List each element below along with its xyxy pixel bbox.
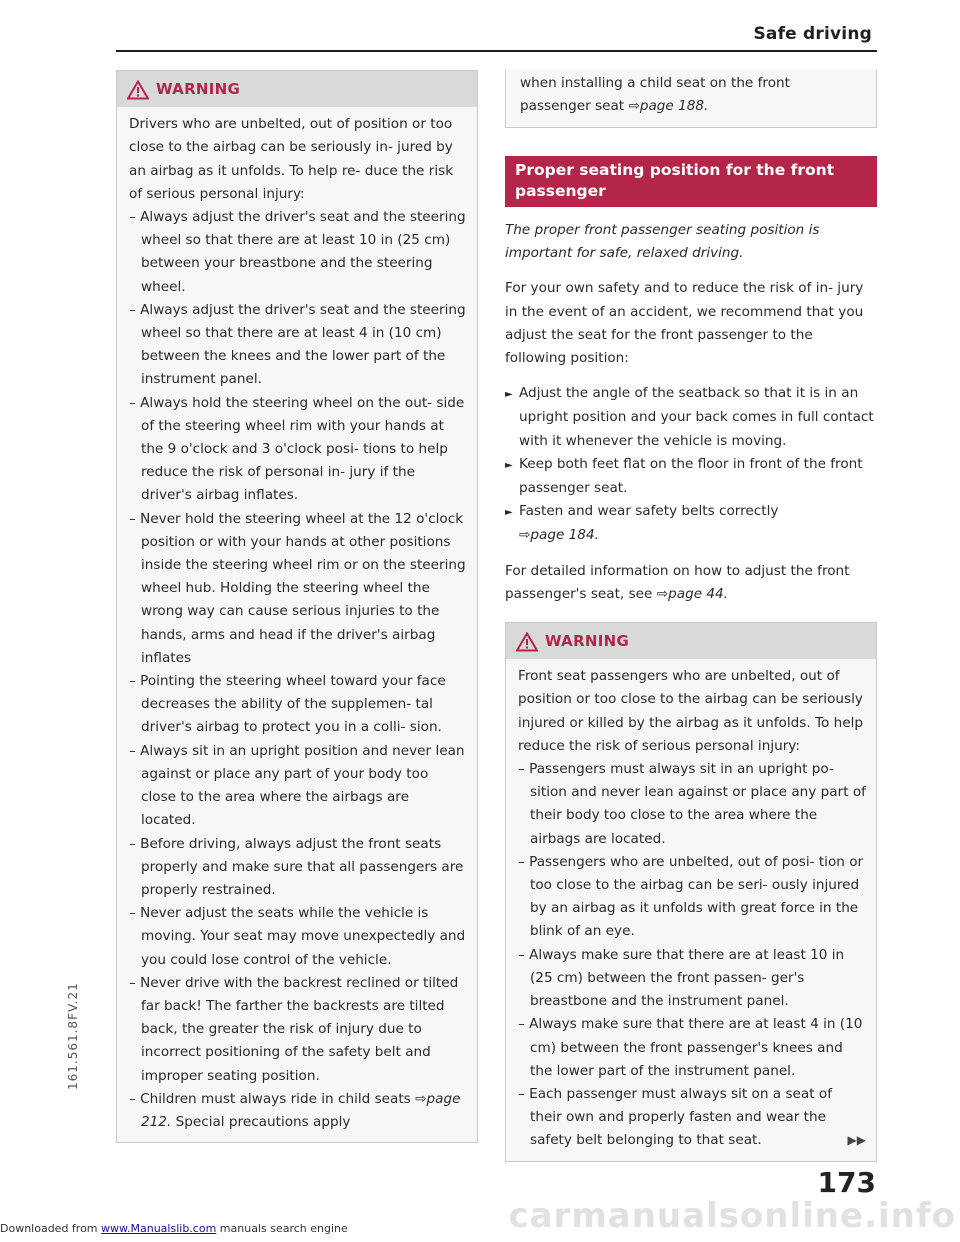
- warning-title: WARNING: [156, 80, 241, 98]
- warning-item: – Always sit in an upright position and never lean against or place any part of your body too close to the area where the airbags are located.: [129, 742, 465, 829]
- warning-intro: Front seat passengers who are unbelted, out of position or too close to the airbag can be seriously injured or killed by the airbag as it unfolds. To help reduce the risk of serious personal injury:: [518, 668, 863, 754]
- document-code: 161.561.8FV.21: [66, 982, 80, 1090]
- continue-arrow-icon: ▶▶: [847, 1133, 866, 1148]
- warning-item: – Passengers who are unbelted, out of posi- tion or too close to the airbag can be seri- ously injured by an airbag as it unfolds with great force in the blink of an eye.: [518, 853, 864, 940]
- warning-triangle-icon: [516, 632, 538, 652]
- step-item: ► Adjust the angle of the seatback so that it is in an upright position and your back comes in full contact with it whenever the vehicle is moving.: [505, 385, 874, 449]
- warning-body: [506, 659, 876, 1160]
- warning-item: – Never hold the steering wheel at the 12 o'clock position or with your hands at other positions inside the steering wheel rim or on the steering wheel hub. Holding the steering wheel the wrong way can cause serious injuries to the hands, arms and head if the driver's airbag inflates: [129, 510, 466, 666]
- step-arrow-icon: ►: [505, 389, 513, 401]
- page-ref-link[interactable]: ⇨page 188.: [628, 98, 709, 115]
- children-text-suffix: Special precautions apply: [175, 1113, 351, 1130]
- warning-item: – Always adjust the driver's seat and the steering wheel so that there are at least 4 in (10 cm) between the knees and the lower part of the instrument panel.: [129, 301, 466, 388]
- children-text: – Children must always ride in child seats: [129, 1090, 411, 1107]
- warning-item: – Before driving, always adjust the front seats properly and make sure that all passengers are properly restrained.: [129, 835, 464, 898]
- left-column: [116, 70, 478, 1143]
- warning-triangle-icon: [127, 80, 149, 100]
- warning-header: [506, 623, 876, 659]
- warning-item-children: [129, 1088, 467, 1134]
- footer-suffix: manuals search engine: [219, 1222, 348, 1235]
- footer: [0, 1222, 348, 1235]
- passenger-warning-box: [505, 622, 877, 1161]
- manualslib-link[interactable]: www.Manualslib.com: [101, 1222, 217, 1235]
- step-arrow-icon: ►: [505, 507, 513, 519]
- warning-item: – Always make sure that there are at least 10 in (25 cm) between the front passen- ger's breastbone and the instrument panel.: [518, 946, 845, 1010]
- page-ref-link[interactable]: ⇨page 184.: [519, 527, 599, 544]
- warning-intro: Drivers who are unbelted, out of position or too close to the airbag can be seriously in- jured by an airbag as it unfolds. To help re- duce the risk of serious personal injury:: [129, 116, 454, 202]
- detail-paragraph: For detailed information on how to adjust the front passenger's seat, see ⇨page 44.: [505, 562, 850, 602]
- section-heading: Proper seating position for the front passenger: [505, 156, 877, 207]
- footer-prefix: Downloaded from: [0, 1222, 98, 1235]
- page-ref-link[interactable]: ⇨page 44.: [656, 585, 728, 602]
- driver-warning-box: [116, 70, 478, 1143]
- section-intro: The proper front passenger seating position is important for safe, relaxed driving.: [505, 222, 820, 262]
- step-arrow-icon: ►: [505, 459, 513, 471]
- right-column: [505, 70, 877, 1162]
- warning-title: WARNING: [545, 632, 630, 651]
- watermark: carmanualsonline.info: [508, 1196, 956, 1236]
- step-item: ► Fasten and wear safety belts correctly ⇨page 184.: [505, 503, 779, 544]
- header-divider: [116, 50, 877, 52]
- continuation-text: when installing a child seat on the front passenger seat: [520, 75, 790, 115]
- step-item: ► Keep both feet flat on the floor in front of the front passenger seat.: [505, 455, 863, 497]
- warning-item: – Never drive with the backrest reclined or tilted far back! The farther the backrests are tilted back, the greater the risk of injury due to incorrect positioning of the safety belt and improper seating position.: [129, 974, 459, 1084]
- warning-item: – Always hold the steering wheel on the out- side of the steering wheel rim with your hands at the 9 o'clock and 3 o'clock posi- tions to help reduce the risk of personal in- jury if the driver's airbag inflates.: [129, 394, 465, 504]
- warning-body: [117, 107, 477, 1142]
- warning-item: – Passengers must always sit in an upright po- sition and never lean against or place any part of their body too close to the area where the airbags are located.: [518, 761, 866, 847]
- warning-item: – Always adjust the driver's seat and the steering wheel so that there are at least 10 in (25 cm) between your breastbone and the steering wheel.: [129, 209, 466, 295]
- section-header-title: Safe driving: [753, 24, 872, 44]
- warning-continuation: [505, 70, 877, 128]
- warning-item: – Each passenger must always sit on a seat of their own and properly fasten and wear the safety belt belonging to that seat. ▶▶: [518, 1083, 866, 1153]
- page-ref-link[interactable]: ⇨page 212.: [141, 1090, 461, 1130]
- warning-item: – Pointing the steering wheel toward your face decreases the ability of the supplemen- tal driver's airbag to protect you in a colli- sion.: [129, 673, 446, 736]
- warning-header: [117, 71, 477, 107]
- warning-item: – Never adjust the seats while the vehicle is moving. Your seat may move unexpectedly and you could lose control of the vehicle.: [129, 905, 466, 968]
- warning-item: – Always make sure that there are at least 4 in (10 cm) between the front passenger's knees and the lower part of the instrument panel.: [518, 1016, 863, 1079]
- steps-list: [505, 382, 877, 547]
- section-paragraph: For your own safety and to reduce the risk of in- jury in the event of an accident, we recommend that you adjust the seat for the front passenger to the following position:: [505, 280, 864, 367]
- page-number: 173: [817, 1166, 876, 1199]
